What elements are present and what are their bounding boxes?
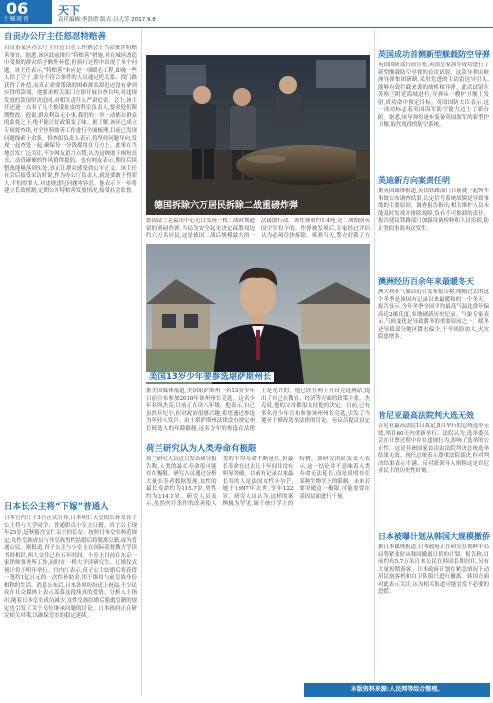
article-body: 据美国媒体报道,美国堪萨斯州一名13岁少年日前宣布参加2018年该州州长竞选。这名少年名叫杰克,目前正在读八年级。他表示,自己虽然年纪小,但对政治很感兴趣,希望通过参选为年轻人发声。由于堪萨斯州法律没有规定州长候选人的年龄限制,这名少年的参选在法律上是允许的。他已经在网上开设竞选网站,提出了自己在教育、经济等方面的政策主张。杰克说,他的父母都很支持他的决定。目前,已有多名青少年宣布参加该州州长竞选,引发了当地对于修改选举法律的讨论。有议员提议设定: [146, 388, 370, 432]
article-body: 荷兰研究人员近日发表研究报告称,人类的最长寿命很可能存在极限。研究人员通过分析大量长寿者数据发现,女性的最长寿命约为115.7岁,男性约为114.1岁。研究人员表示,虽然医疗条件的改善使人类的平均寿命不断延长,但最长寿命在过去几十年间并没有明显突破。目前有记录以来最长寿的人是法国女性卡尔芒,她于1997年去世,享年122岁。研究人员认为,这样的案例极为罕见,属于统计学上的特例。该研究团队负责人表示,这一结论并不意味着人类寿命无法延长,而是说明存在某种生物学上的限制。未来若要突破这一极限,可能需要在基因层面进行干预。: [146, 456, 370, 508]
article-body: 英国国防部日前宣布,英国皇家海军成功进行了新型舰载防空导弹的首次试射。这款导弹由欧洲导弹集团研制,采用先进的主动雷达导引头,能够有效拦截来袭的战机和导弹。此次试射在苏格兰附近海域进行,导弹从一艘护卫舰上发射,成功命中预定目标。英国国防大臣表示,这一成功标志着英国海军防空能力迈上了新台阶。据悉,该导弹将逐步装备英国海军的新型护卫舰,取代现役的防空系统。: [378, 62, 489, 129]
article-headline: 肯尼亚最高法院判大选无效: [378, 411, 474, 420]
article-headline: 荷兰研究认为人类寿命有极限: [146, 444, 257, 454]
boy-photo-image: [146, 244, 370, 384]
article-body: 德国法兰克福市中心近日发现一枚二战时期遗留的重磅炸弹,当局为安全起见决定疏散周边约六万名居民,这是德国二战后规模最大的一次疏散行动。该炸弹重约1.4吨,是二战期间英国空军投下的。炸弹被发现后,专家经过评估认为必须尽快拆除。拆弹当天,警方封锁了方: [146, 218, 370, 240]
article-body: 据日本媒体报道,日本政府正在研究在朝鲜半岛局势紧张时从韩国撤离日侨的计划。报告称,目前约有5.7万名日本公民在韩国长期居住,另有大量短期游客。日本政府计划在紧急情况下动用民航客机和自卫队船只进行撤离。韩国方面对此表示关注,认为相关报道可能引发不必要的恐慌。: [378, 544, 489, 596]
section-box: [0, 0, 52, 24]
photo-caption: 美国13岁少年要参选堪萨斯州长: [146, 372, 274, 382]
column-divider-left: [141, 30, 142, 696]
article-headline: 自贡办公厅主任怒怼特赔善: [4, 32, 107, 42]
article-headline: 日本被曝计划从韩国大规模撤侨: [378, 532, 490, 541]
article-body: 据英国媒体报道,英国铁路部门日前就一起列车事故公布调查结果,认定信号系统故障是导致事故的主要原因。调查报告指出,相关维护人员未能及时发现并排除故障,负有不可推卸的责任。报告建议铁路部门加强设备检修和人员培训,防止类似事故再次发生。: [378, 188, 489, 232]
article-headline: 英迪新方向案责任明: [378, 176, 450, 185]
source-footer: 本版资料来源:人民网等综合整理。: [304, 683, 490, 697]
photo-caption: 德国拆除六万居民拆除二战重磅炸弹: [154, 201, 299, 211]
news-photo-bomb: [146, 55, 370, 215]
article-headline: 日本长公主将“下嫁”普通人: [4, 502, 109, 512]
header-rule: [0, 27, 493, 28]
article-headline: 英国成功首测新型舰载防空导弹: [378, 50, 490, 59]
section-name: 十堰周刊: [3, 16, 30, 23]
page-credit: 责任编辑:李洪塔 版式:吕大芳 2017.9.8: [58, 17, 156, 23]
article-body: 肯尼亚最高法院1日裁定,8月举行的总统选举无效,须在60天内重新举行。法院认为,选举委员会在计票过程中存在违规行为,影响了选举的公正性。这是非洲国家首次由法院判决总统选举结果无效。现任总统表示尊重法院裁决,但对判决结果表示不满。反对派领导人则称这是肯尼亚民主的历史性时刻。: [378, 423, 489, 475]
news-photo-boy: [146, 244, 370, 384]
article-body: 日本宫内厅于3日正式宣布,日本明仁天皇的长孙女真子公主将与大学同学、普通职员小室圭订婚。真子公主现年25岁,是秋筱宫文仁亲王的长女。按照日本皇室典范规定,女性皇族成员与非皇族男性结婚后将脱离皇籍,成为普通公民。据报道,真子公主与小室圭在国际基督教大学读书时相识,两人交往已有五年时间。小室圭目前在东京一家律师事务所工作,同时在一桥大学读研究生。订婚仪式预计将于明年举行。宫内厅表示,真子公主结婚后将获得一笔约1亿日元的一次性补助金,用于维持与前皇族身份相称的生活。消息公布后,日本各界纷纷送上祝福,不少民众在社交媒体上表示羡慕这段纯真的爱情。分析人士指出,随着日本皇室成员减少,女性皇族结婚后脱离皇籍的规定也引发了关于皇位继承问题的讨论。日本政府正在研究相关对策,以确保皇室的稳定延续。: [4, 515, 137, 620]
article-headline: 澳洲经历百余年来最暖冬天: [378, 277, 474, 286]
bomb-photo-image: [146, 55, 370, 215]
page-number: 06: [6, 0, 29, 18]
page-title: 天下: [58, 4, 80, 17]
article-body: 澳大利亚气象局近日发布报告称,刚刚过去的这个冬季是该国有记录以来最暖和的一个冬天。报告显示,今年冬季全国平均最高气温比常年偏高近2摄氏度,多地刷新历史纪录。气象专家表示,气候变化是导致暖冬的重要原因之一。暖冬还导致部分地区降水偏少,干旱风险加大,火灾隐患增多。: [378, 289, 489, 341]
column-divider-right: [374, 30, 375, 696]
article-body: 自贡市某区办公厅主任近日在工作例会上当众批评特赔善事宜。据悉,该区此前推行“特赔善”措施,对在城区改造中受损的群众给予额外补偿,但执行过程中出现了多个问题。该主任表示,“特赔善”本应是一项暖心工程,却被一些人钻了空子,部分不符合条件的人员通过托关系、找门路获得了补偿,而真正需要帮助的困难群众却迟迟没有拿到应得的款项。他要求相关部门立即开展自查自纠,对违规发放的款项坚决追回,对相关责任人严肃追责。会上,该主任还逐一点名了几个推诿扯皮的科室负责人,要求他们限期整改。他说,群众利益无小事,我们的一举一动都在群众的监督之下,绝不能让好政策变了味。据了解,该区已成立专项督查组,对全区特赔善工作进行全面梳理,目前已发现问题线索十余条。督查组负责人表示,将坚持问题导向,发现一起查处一起,确保每一分钱都用在刀刃上。此事在当地引发广泛关注,不少网友留言点赞,认为这种敢于揭短亮丑、动真碰硬的作风值得提倡。也有网友表示,期待后续整改能够落到实处,真正让群众感受到公平正义。该主任在会后接受采访时说,作为办公厅负责人,就是要敢于得罪人,不怕得罪人,对违规违纪问题零容忍。他表示下一步将建立长效机制,定期公开特赔善发放情况,接受社会监督。: [4, 45, 137, 195]
